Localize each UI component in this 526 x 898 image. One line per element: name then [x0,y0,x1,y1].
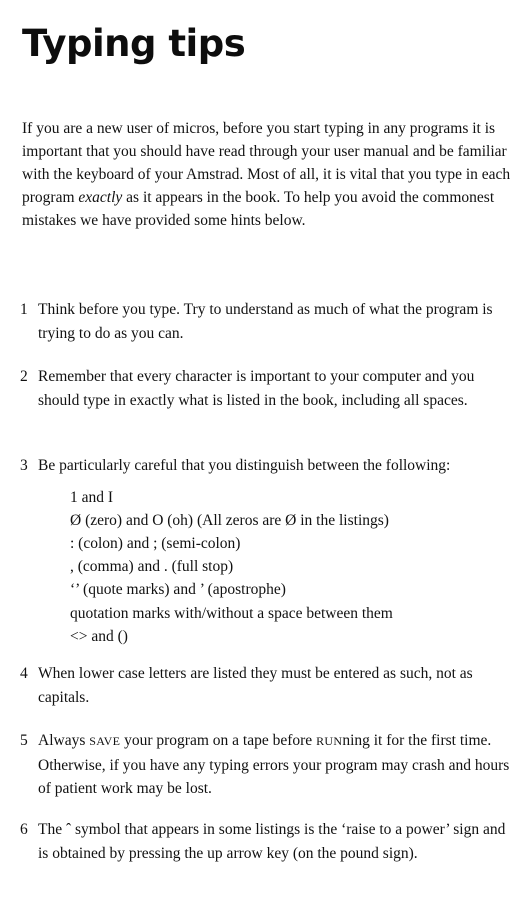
tip-number: 6 [20,821,28,838]
intro-emphasis: exactly [78,189,123,206]
confusable-item: quotation marks with/without a space between them [70,604,393,622]
tip-text-part: ning it for the first time. Otherwise, if you have any typing errors your program may crash and hours of patient work may be lost. [38,732,510,797]
intro-text: If you are a new user of micros, before you start typing in any programs it is important that you should have read through your user manual and be familiar with the keyboard of your Amstrad. Most of all, it is vital that you type in each program [22,120,511,206]
confusable-item: <> and () [70,627,128,645]
tip-text: Be particularly careful that you distinguish between the following: [38,457,451,474]
confusable-item: 1 and I [70,488,114,506]
tip-text [38,729,512,801]
tip-number: 4 [20,665,28,682]
intro-text-end: as it appears in the book. To help you avoid the commonest mistakes we have provided some hints below. [22,189,495,229]
tip-item-4 [20,662,512,709]
tip-item-3 [20,454,512,648]
tip-item-6 [20,818,512,865]
tip-item-5 [20,729,512,801]
run-command-text: RUN [316,734,343,748]
save-command-text: SAVE [89,734,121,748]
tip-item-1 [20,298,512,345]
tip-number: 3 [20,457,28,474]
tip-text-part: Always [38,732,90,749]
tip-item-2 [20,365,512,412]
tip-text: Think before you type. Try to understand as much of what the program is trying to do as you can. [38,301,493,342]
tip-text: The ˆ symbol that appears in some listings is the ‘raise to a power’ sign and is obtained by pressing the up arrow key (on the pound sign). [38,821,506,862]
tip-text: Remember that every character is important to your computer and you should type in exactly what is listed in the book, including all spaces. [38,368,475,409]
tip-text-part: your program on a tape before [120,732,317,749]
tip-number: 2 [20,368,28,385]
page-title: Typing tips [22,22,246,65]
tip-number: 5 [20,732,28,749]
tip-number: 1 [20,301,28,318]
confusable-item: Ø (zero) and O (oh) (All zeros are Ø in the listings) [70,511,389,529]
confusable-item: ‘’ (quote marks) and ’ (apostrophe) [70,581,286,599]
confusable-item: : (colon) and ; (semi-colon) [70,534,241,552]
tip-text: When lower case letters are listed they must be entered as such, not as capitals. [38,665,473,706]
intro-paragraph [22,117,512,232]
confusable-item: , (comma) and . (full stop) [70,558,234,576]
confusable-characters-list [70,486,512,648]
